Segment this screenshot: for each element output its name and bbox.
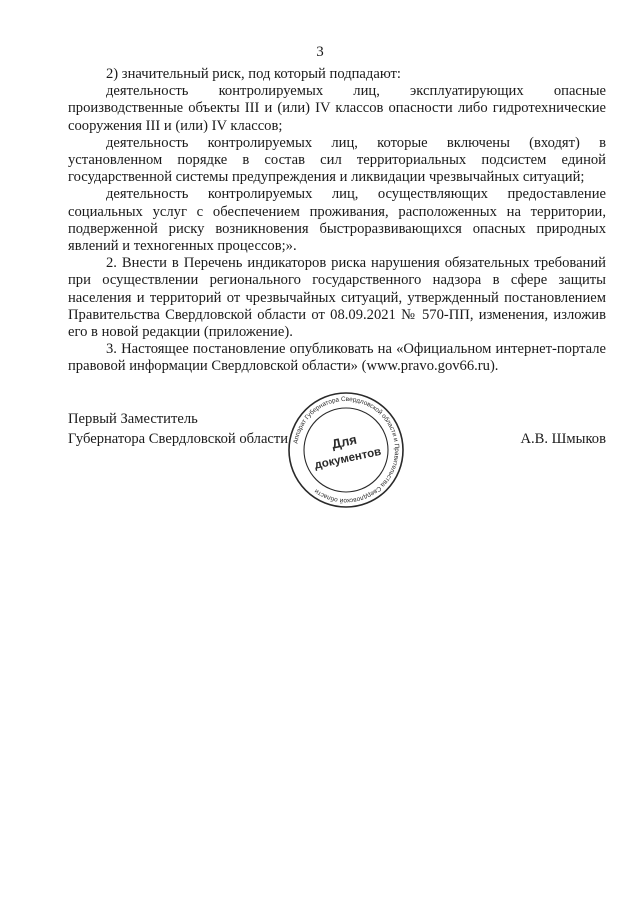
- paragraph: 2. Внести в Перечень индикаторов риска нарушения обязательных требований при осуществлении регионального государственного надзора в сфере защиты населения и территорий от чрезвычайных ситуаций, утвержденный постановлением Правительства Свердловской области от 08.09.2021 № 570-ПП, изменения, изложив его в новой редакции (приложение).: [68, 255, 606, 341]
- page-number: 3: [316, 44, 324, 60]
- stamp-center-text: документов: [313, 445, 383, 472]
- signatory-name: А.В. Шмыков: [520, 431, 606, 447]
- paragraph: деятельность контролируемых лиц, осуществляющих предоставление социальных услуг с обеспечением проживания, расположенных на территории, подверженной риску возникновения быстроразвивающихся опасных природных явлений и техногенных процессов;».: [68, 186, 606, 255]
- paragraph: 3. Настоящее постановление опубликовать на «Официальном интернет-портале правовой информации Свердловской области» (www.pravo.gov66.ru).: [68, 341, 606, 375]
- stamp-ring-text: Аппарат Губернатора Свердловской области и Правительства Свердловской области: [292, 395, 401, 505]
- paragraph: 2) значительный риск, под который подпадают:: [106, 66, 401, 82]
- document-stamp: [286, 390, 406, 510]
- paragraph: деятельность контролируемых лиц, которые включены (входят) в установленном порядке в состав сил территориальных подсистем единой государственной системы предупреждения и ликвидации чрезвычайных ситуаций;: [68, 134, 606, 186]
- signatory-position-line: Первый Заместитель: [68, 411, 198, 427]
- paragraph: деятельность контролируемых лиц, эксплуатирующих опасные производственные объекты III и (или) IV классов опасности либо гидротехнические сооружения III и (или) IV классов;: [68, 83, 606, 134]
- stamp-center-text: Для: [330, 431, 359, 452]
- document-body: [68, 66, 606, 376]
- signatory-position-line: Губернатора Свердловской области: [68, 431, 289, 447]
